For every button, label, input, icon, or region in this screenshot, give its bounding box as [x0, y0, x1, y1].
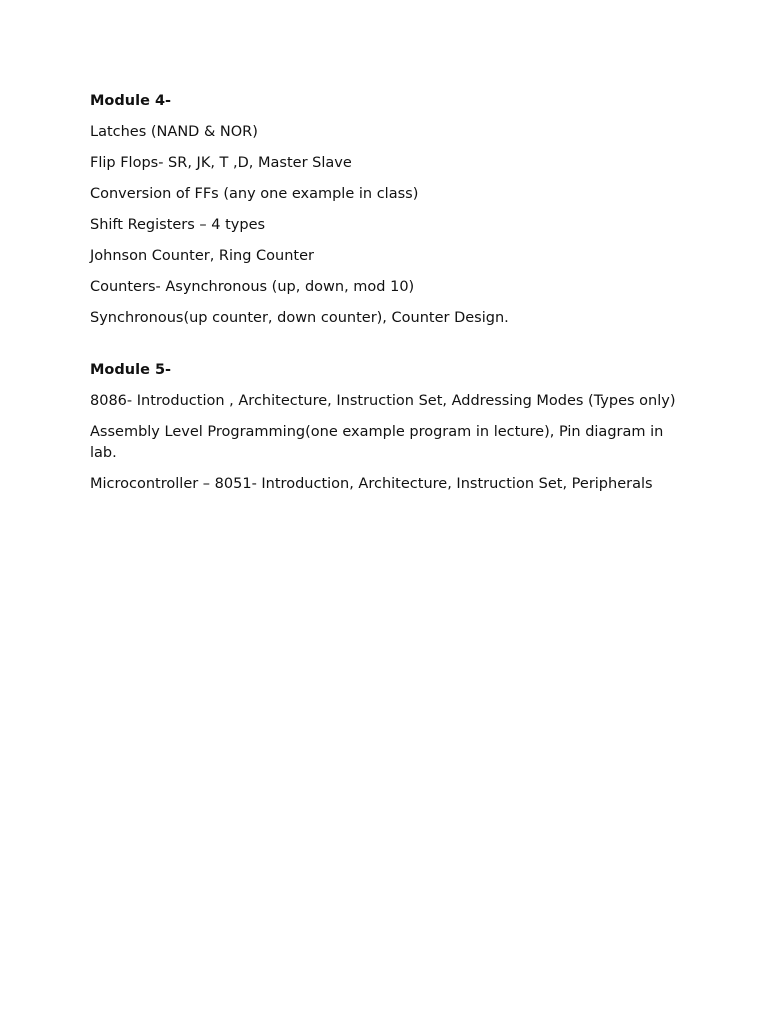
module-5-heading: Module 5-: [90, 362, 172, 378]
document-page: [90, 91, 690, 505]
module-4-item: Counters- Asynchronous (up, down, mod 10): [90, 279, 415, 295]
module-5-item: Assembly Level Programming(one example program in lecture), Pin diagram in lab.: [90, 424, 664, 461]
module-5-item: 8086- Introduction , Architecture, Instruction Set, Addressing Modes (Types only): [90, 393, 676, 409]
module-4-item: Latches (NAND & NOR): [90, 124, 258, 140]
module-4-section: [90, 91, 690, 329]
module-4-item: Shift Registers – 4 types: [90, 217, 266, 233]
module-4-item: Synchronous(up counter, down counter), Counter Design.: [90, 310, 509, 326]
module-5-item: Microcontroller – 8051- Introduction, Architecture, Instruction Set, Peripherals: [90, 476, 653, 492]
module-4-heading: Module 4-: [90, 93, 172, 109]
module-4-item: Flip Flops- SR, JK, T ,D, Master Slave: [90, 155, 352, 171]
module-4-item: Conversion of FFs (any one example in class): [90, 186, 419, 202]
module-5-section: [90, 360, 690, 495]
module-4-item: Johnson Counter, Ring Counter: [90, 248, 314, 264]
